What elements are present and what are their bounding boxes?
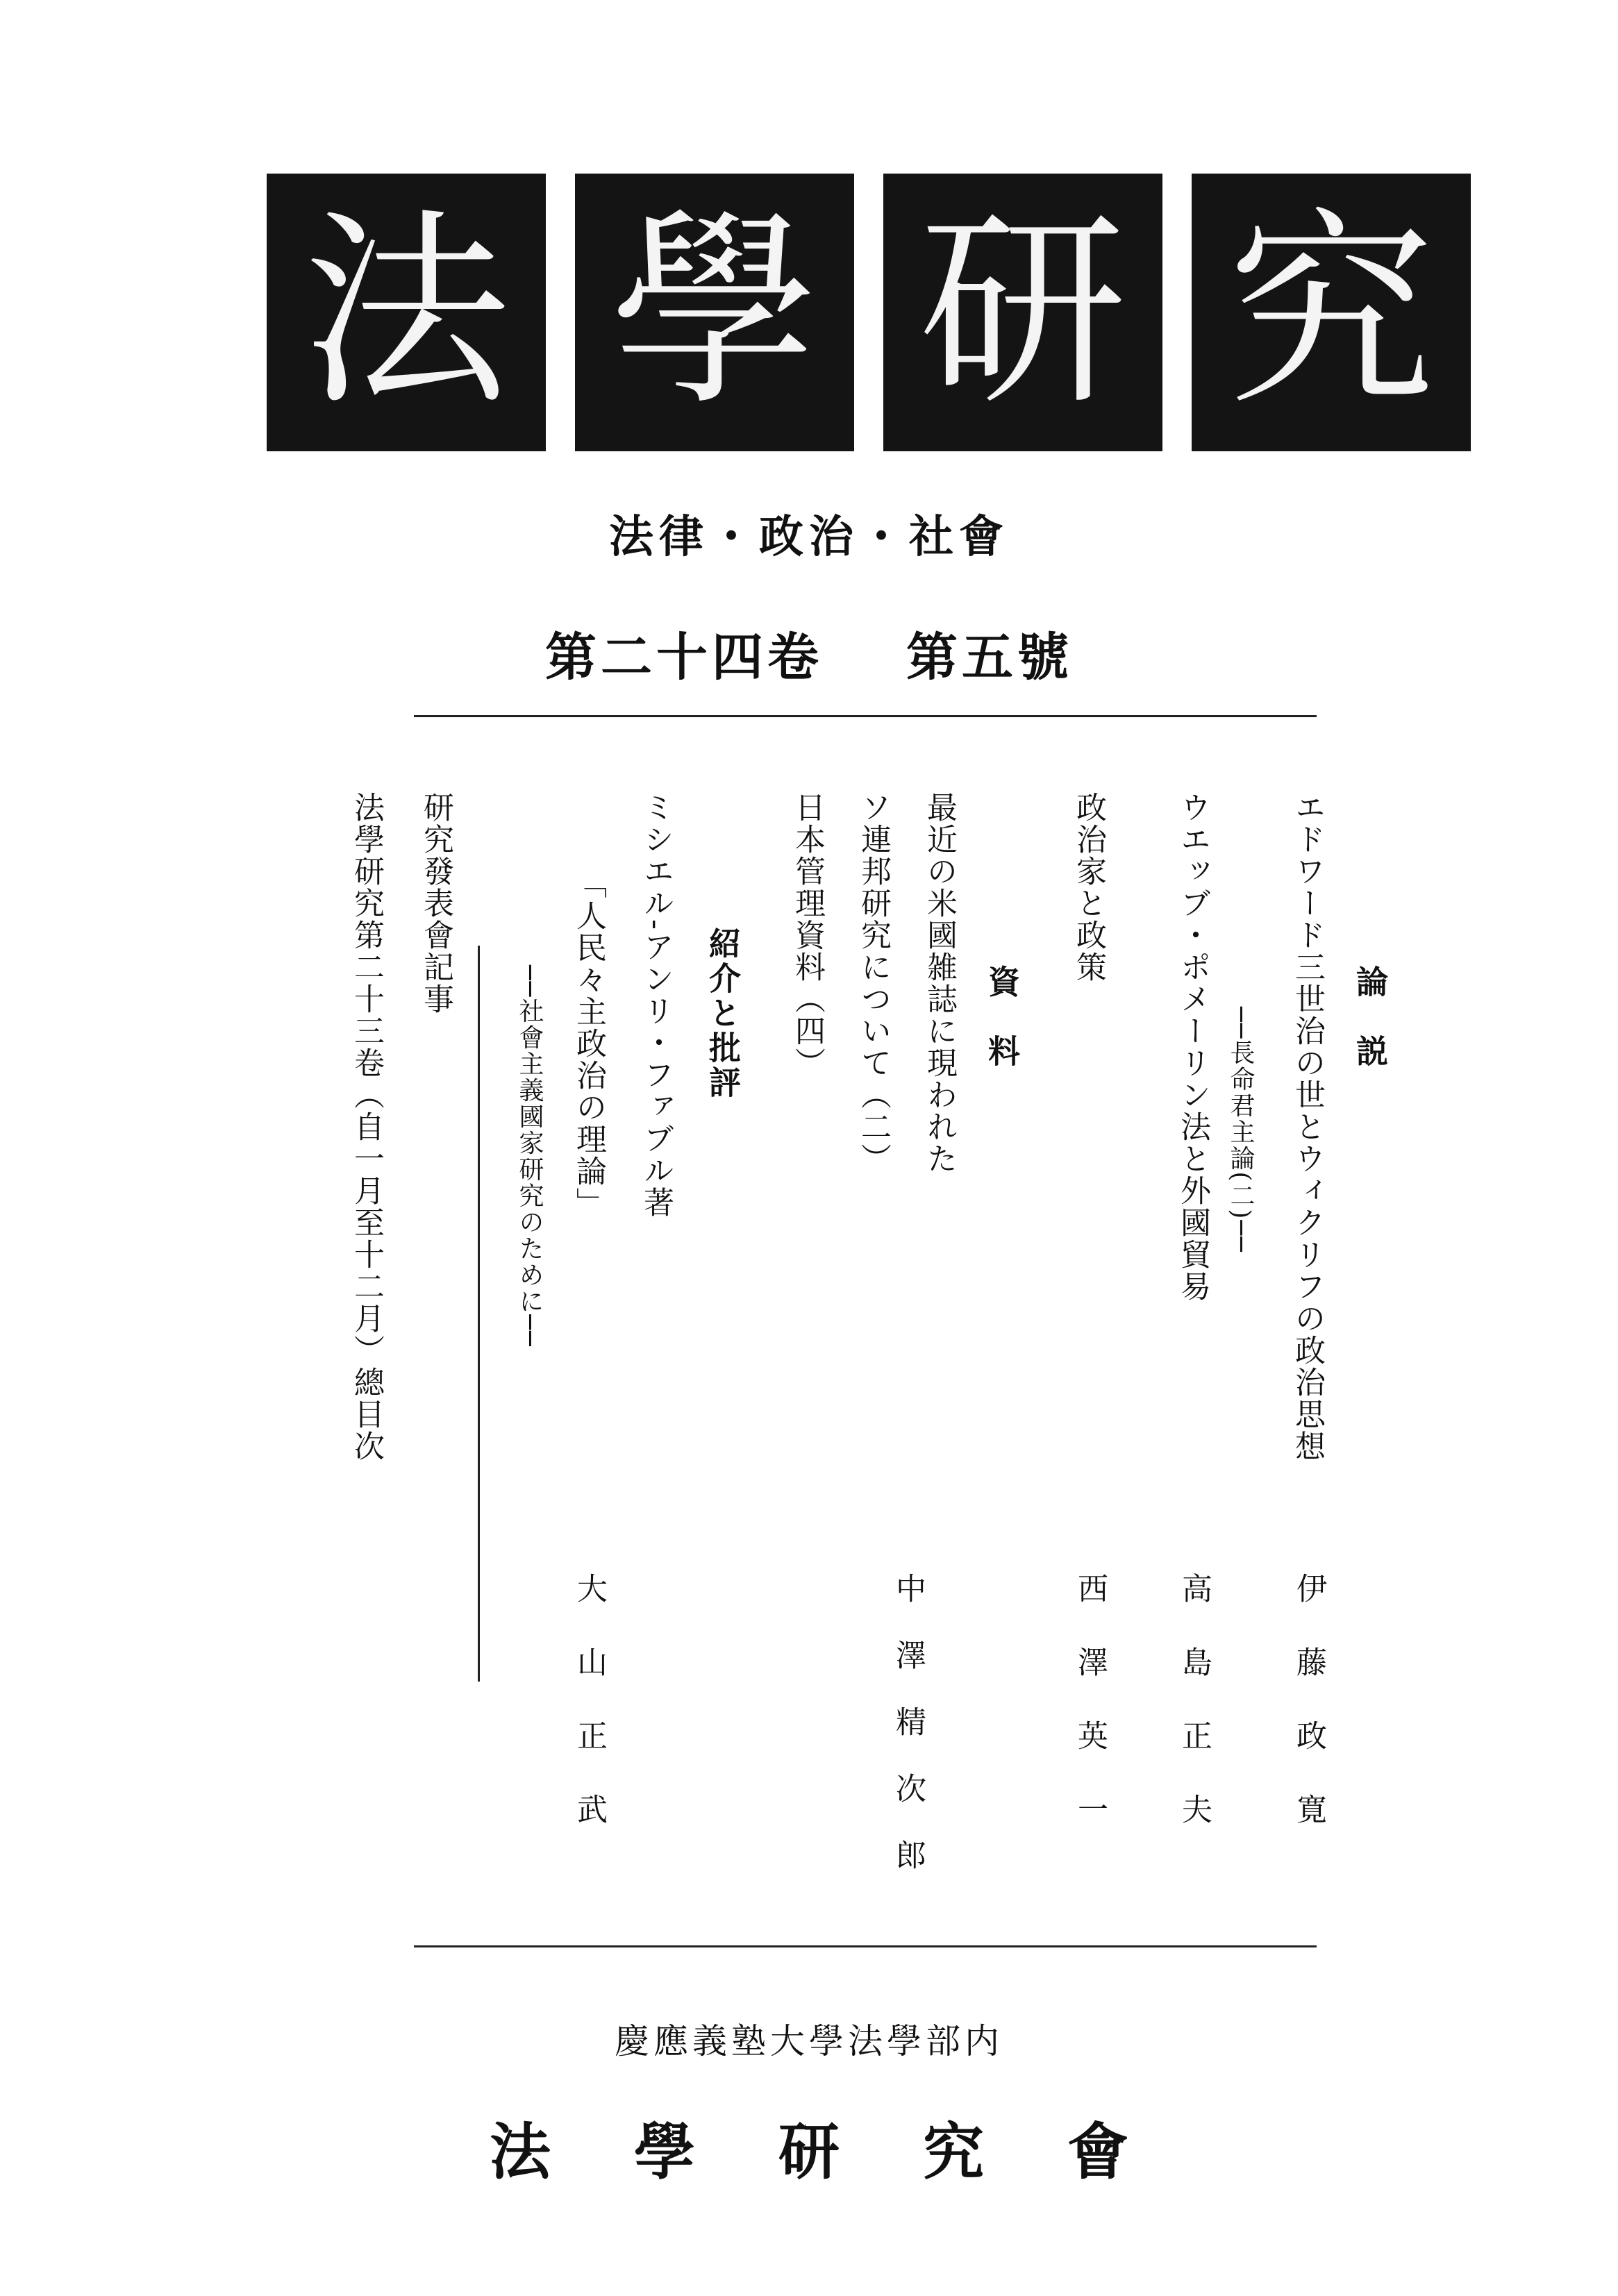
society-name: 法學研究會 (489, 2115, 1212, 2188)
section-heading-review: 紹介と批評 (704, 927, 742, 1100)
masthead (267, 174, 1471, 451)
article-1-title: エドワード三世治の世とウィクリフの政治思想 (1290, 791, 1325, 1462)
masthead-char-4: 究 (1227, 191, 1435, 433)
issue-number: 第五號 (906, 628, 1073, 687)
vertical-divider (478, 946, 480, 1682)
article-2-subtitle: ──長命君主論(二)── (1226, 1007, 1255, 1253)
volume-number: 第二十四卷 (545, 628, 823, 687)
review-author-line: ミシエル-アンリ・ファブル著 (638, 791, 674, 1218)
review-author: 大山正武 (572, 1573, 607, 1867)
article-1-author: 伊藤政寛 (1291, 1573, 1326, 1867)
review-book-subtitle: ──社會主義國家研究のために── (515, 965, 544, 1348)
article-4-author: 中澤精次郎 (890, 1573, 926, 1906)
top-divider (414, 715, 1317, 717)
section-heading-shiryo: 資 料 (983, 965, 1021, 1069)
article-4-title-line-2: ソ連邦研究について（二） (856, 791, 891, 1175)
publisher-name: 慶應義塾大學法學部内 (615, 2021, 1003, 2061)
issue-info (0, 617, 1618, 690)
masthead-char-3: 研 (919, 191, 1127, 433)
article-3-title: 政治家と政策 (1071, 791, 1106, 983)
bottom-divider (414, 1945, 1317, 1947)
section-heading-ronsetsu: 論 説 (1351, 965, 1389, 1069)
journal-subtitle: 法律・政治・社會 (609, 512, 1009, 563)
article-4-title-line-1: 最近の米國雑誌に現われた (921, 791, 957, 1175)
article-2-title: ウエッブ・ポメーリン法と外國貿易 (1175, 791, 1210, 1302)
masthead-char-1: 法 (302, 191, 510, 433)
masthead-box-1 (267, 174, 546, 451)
review-book-title: 「人民々主政治の理論」 (571, 868, 606, 1219)
masthead-box-4 (1192, 174, 1471, 451)
article-3-author: 西澤英一 (1072, 1573, 1108, 1867)
article-5-title: 日本管理資料（四） (790, 791, 825, 1079)
annual-index: 法學研究第二十三卷（自一月至十二月）總目次 (349, 791, 384, 1462)
meeting-report: 研究發表會記事 (418, 791, 453, 1015)
masthead-char-2: 學 (610, 191, 819, 433)
article-2-author: 高島正夫 (1176, 1573, 1212, 1867)
masthead-box-2 (575, 174, 854, 451)
masthead-box-3 (883, 174, 1162, 451)
